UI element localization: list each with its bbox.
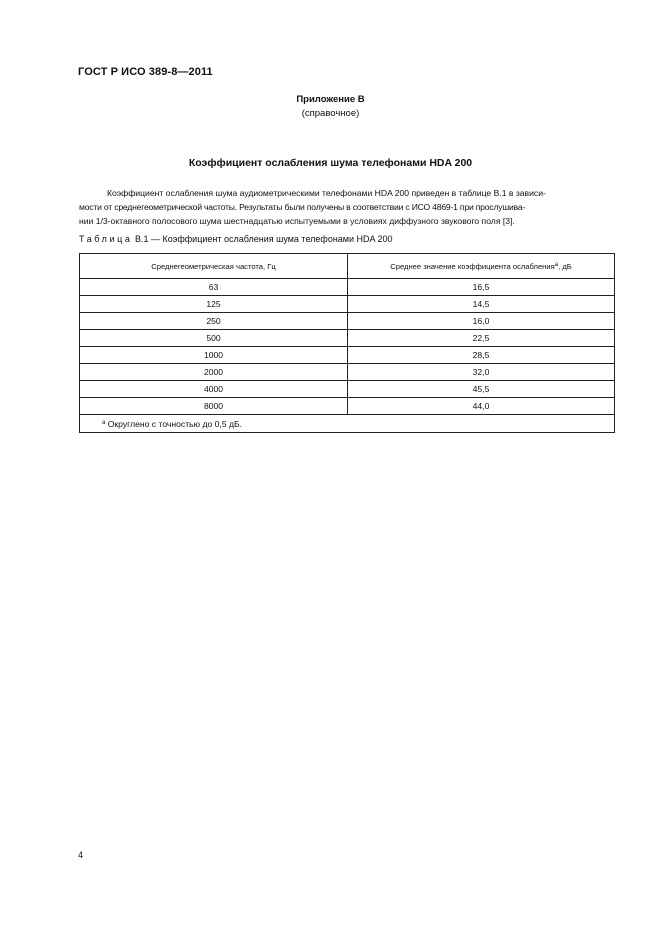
cell-attenuation: 44,0: [348, 398, 615, 415]
col-header-attenuation-text: Среднее значение коэффициента ослабления: [390, 261, 555, 271]
table-caption: [79, 234, 393, 244]
cell-frequency: 250: [80, 313, 348, 330]
page-number: 4: [78, 850, 84, 860]
paragraph-line: нии 1/3-октавного полосового шума шестнадцатью испытуемыми в условиях диффузного звукового поля [3].: [79, 216, 515, 226]
attenuation-table: [79, 253, 615, 433]
table-row: [80, 398, 615, 415]
standard-code: ГОСТ Р ИСО 389-8—2011: [78, 66, 213, 78]
table-row: [80, 381, 615, 398]
cell-frequency: 4000: [80, 381, 348, 398]
cell-attenuation: 28,5: [348, 347, 615, 364]
cell-frequency: 8000: [80, 398, 348, 415]
cell-attenuation: 14,5: [348, 296, 615, 313]
table-row: [80, 296, 615, 313]
table-row: [80, 347, 615, 364]
table-footnote-row: [80, 415, 615, 433]
cell-attenuation: 16,0: [348, 313, 615, 330]
paragraph-line: мости от среднегеометрической частоты. Результаты были получены в соответствии с ИСО 4869-1 при прослушива-: [79, 202, 526, 212]
table-caption-label: Таблица: [79, 234, 133, 244]
cell-frequency: 125: [80, 296, 348, 313]
cell-frequency: 500: [80, 330, 348, 347]
annex-kind: (справочное): [301, 108, 360, 119]
table-row: [80, 364, 615, 381]
table-row: [80, 330, 615, 347]
table-row: [80, 313, 615, 330]
footnote-ref: а: [554, 261, 559, 268]
cell-frequency: 1000: [80, 347, 348, 364]
cell-attenuation: 16,5: [348, 279, 615, 296]
table-caption-text: В.1 — Коэффициент ослабления шума телефонами HDA 200: [135, 234, 393, 244]
table-header-row: [80, 254, 615, 279]
cell-attenuation: 32,0: [348, 364, 615, 381]
table-row: [80, 279, 615, 296]
col-header-unit: , дБ: [558, 261, 572, 271]
table-footnote: [80, 415, 615, 433]
col-header-attenuation: [348, 254, 615, 279]
section-title: Коэффициент ослабления шума телефонами HDA 200: [188, 157, 473, 169]
paragraph-line: Коэффициент ослабления шума аудиометрическими телефонами HDA 200 приведен в таблице В.1 в зависи-: [107, 188, 546, 198]
footnote-mark: а: [102, 419, 106, 426]
cell-frequency: 2000: [80, 364, 348, 381]
annex-title: Приложение В: [296, 94, 365, 105]
body-paragraph: [79, 186, 614, 228]
cell-frequency: 63: [80, 279, 348, 296]
col-header-frequency: Среднегеометрическая частота, Гц: [80, 254, 348, 279]
cell-attenuation: 22,5: [348, 330, 615, 347]
cell-attenuation: 45,5: [348, 381, 615, 398]
footnote-text: Округлено с точностью до 0,5 дБ.: [107, 418, 243, 429]
